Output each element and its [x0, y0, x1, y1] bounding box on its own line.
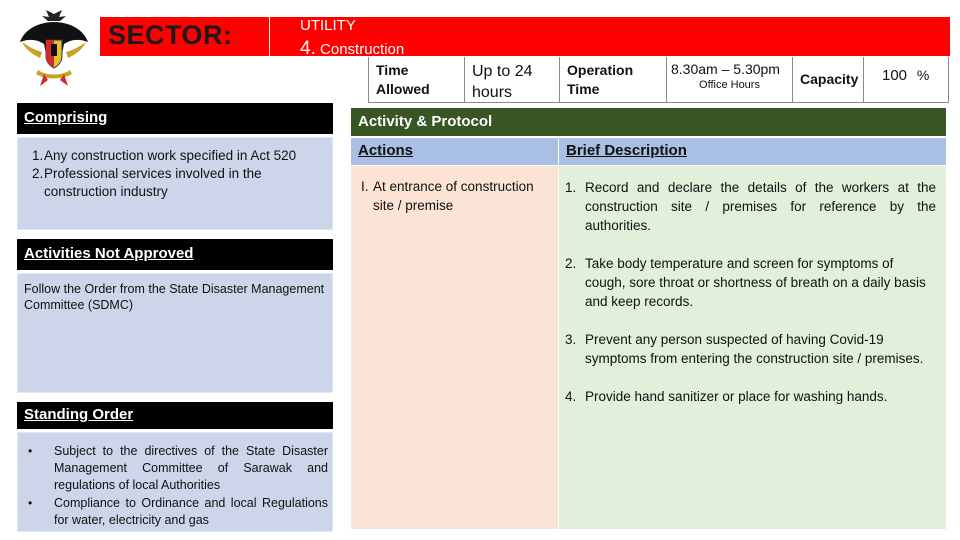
- list-number: 2.: [565, 256, 577, 271]
- operation-hours: 8.30am – 5.30pm: [671, 61, 780, 77]
- list-text: Subject to the directives of the State Disaster Management Committee of Sarawak and regulations of local Authorities: [54, 444, 328, 492]
- time-allowed-label-line: Time: [376, 62, 409, 78]
- capacity-unit: %: [916, 67, 930, 83]
- capacity-value-cell: [864, 57, 948, 102]
- capacity-label: Capacity: [793, 57, 864, 102]
- operation-time-label-line: Time: [567, 81, 600, 97]
- list-text: Provide hand sanitizer or place for washing hands.: [585, 389, 888, 404]
- list-item: [565, 330, 936, 368]
- list-item: [565, 387, 936, 406]
- list-text: At entrance of construction site / premise: [373, 179, 534, 213]
- list-item: [32, 165, 322, 201]
- time-allowed-value-line: Up to 24: [472, 63, 533, 80]
- standing-order-heading: Standing Order: [17, 402, 333, 429]
- list-number: 1.: [32, 148, 44, 163]
- sector-subcategory: [300, 38, 404, 56]
- list-item: [28, 443, 328, 494]
- not-approved-heading: Activities Not Approved: [17, 239, 333, 270]
- list-text: Record and declare the details of the workers at the construction site / premises for reference by the authorities.: [585, 180, 936, 233]
- list-item: [361, 177, 550, 215]
- standing-order-panel: [17, 432, 333, 532]
- operation-time-value: [667, 57, 793, 102]
- bullet-icon: •: [28, 444, 33, 458]
- list-item: [32, 147, 322, 165]
- comprising-panel: [17, 137, 333, 230]
- sector-utility-label: UTILITY: [300, 17, 356, 34]
- not-approved-panel: [17, 273, 333, 393]
- sector-divider: [269, 17, 270, 56]
- list-number: 2.: [32, 166, 44, 181]
- coat-of-arms-icon: [18, 8, 90, 88]
- list-item: [28, 495, 328, 529]
- list-text: Compliance to Ordinance and local Regulations for water, electricity and gas: [54, 496, 328, 527]
- not-approved-text: Follow the Order from the State Disaster Management Committee (SDMC): [24, 282, 325, 312]
- sector-label: SECTOR:: [108, 20, 233, 50]
- operation-time-label-line: Operation: [567, 62, 634, 78]
- time-allowed-label-line: Allowed: [376, 81, 430, 97]
- description-column-header: Brief Description: [559, 138, 946, 165]
- list-number: 3.: [565, 332, 577, 347]
- list-text: Any construction work specified in Act 520: [44, 148, 297, 163]
- office-hours-note: Office Hours: [699, 79, 760, 91]
- description-column: [559, 166, 946, 529]
- bullet-icon: •: [28, 496, 33, 510]
- actions-column-header: Actions: [351, 138, 558, 165]
- time-allowed-label: [369, 57, 465, 102]
- comprising-heading: Comprising: [17, 103, 333, 134]
- list-text: Professional services involved in the construction industry: [44, 166, 262, 199]
- list-item: [565, 178, 936, 235]
- operation-time-label: [560, 57, 667, 102]
- list-number: I.: [361, 179, 369, 194]
- activity-protocol-heading: Activity & Protocol: [351, 108, 946, 136]
- time-allowed-value: [465, 57, 560, 102]
- actions-column: [351, 166, 558, 529]
- sector-sub-number: 4.: [300, 38, 316, 56]
- sector-sub-label: Construction: [320, 41, 405, 56]
- list-number: 1.: [565, 180, 577, 195]
- capacity-value: 100: [882, 67, 908, 84]
- time-allowed-value-line: hours: [472, 84, 513, 101]
- list-number: 4.: [565, 389, 577, 404]
- info-table: [368, 57, 949, 103]
- list-text: Take body temperature and screen for symptoms of cough, sore throat or shortness of breath on a daily basis and keep records.: [585, 256, 926, 309]
- list-text: Prevent any person suspected of having Covid-19 symptoms from entering the construction site / premises.: [585, 332, 924, 366]
- list-item: [565, 254, 936, 311]
